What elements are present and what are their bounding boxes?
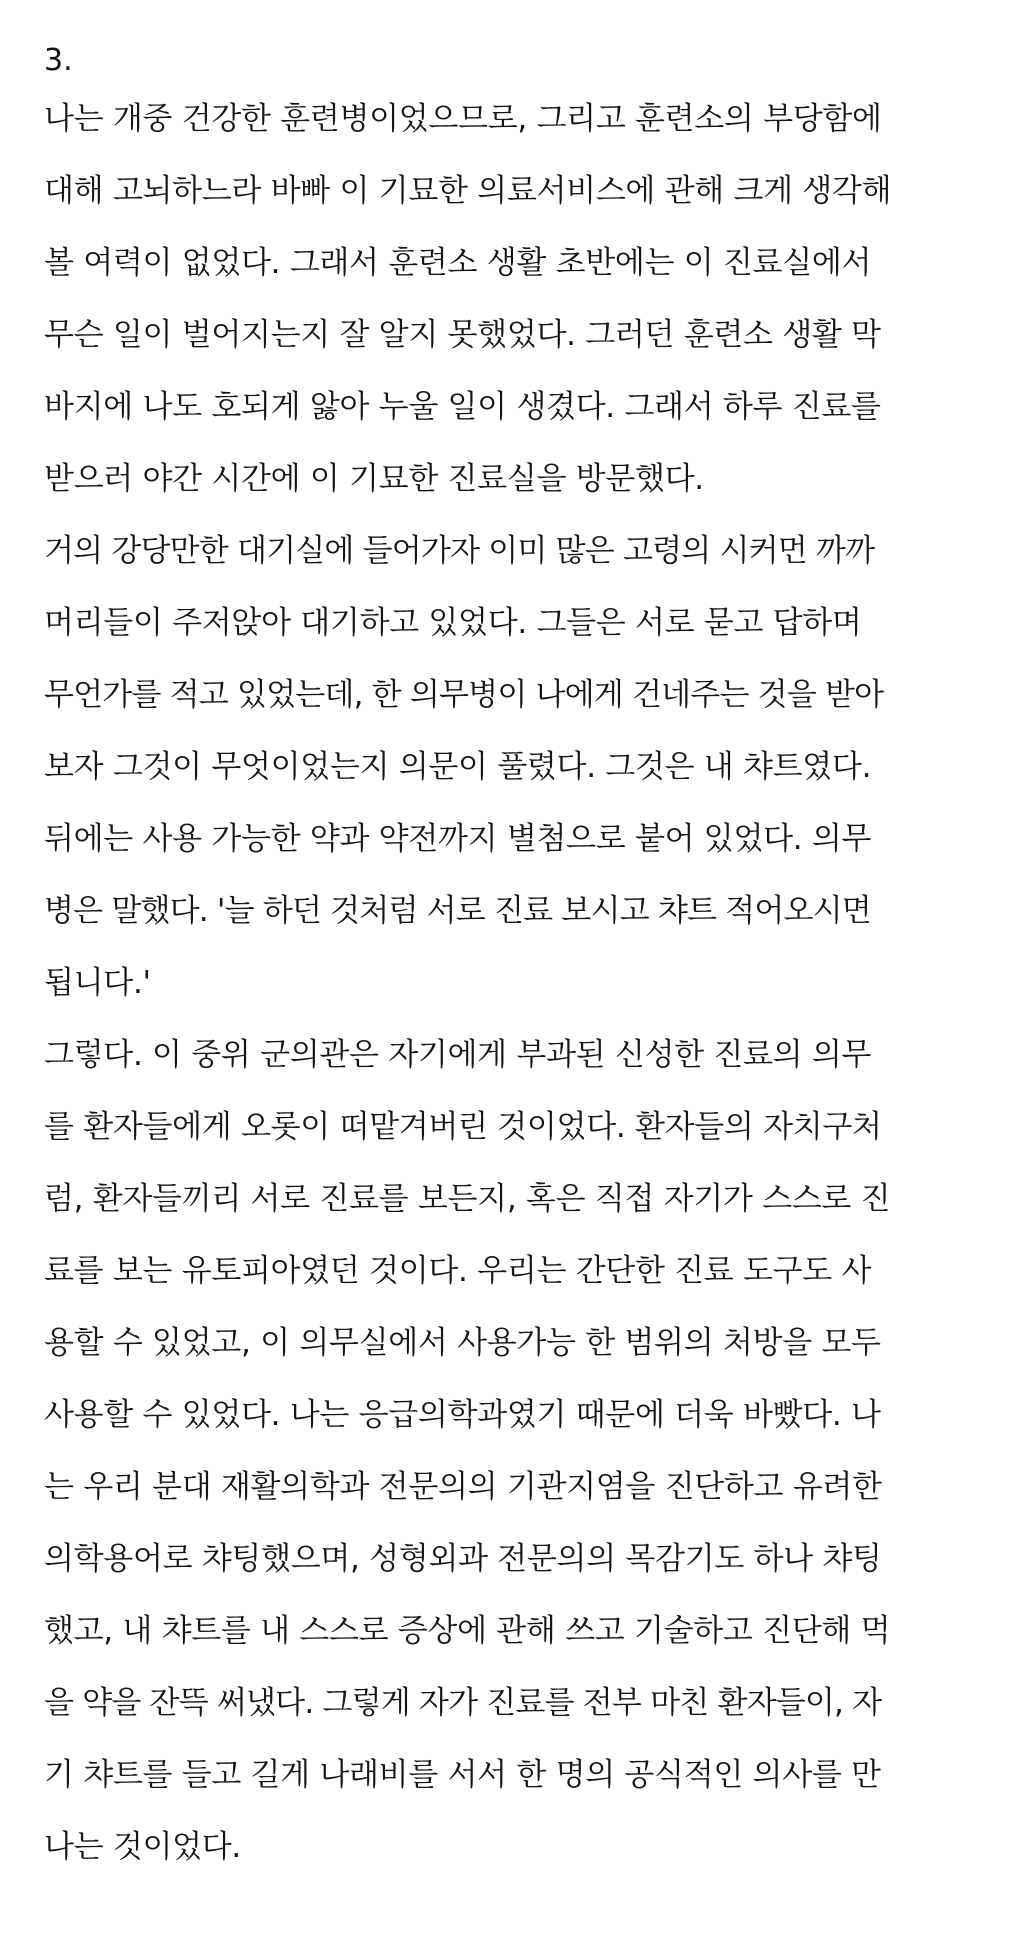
text-line: 는 우리 분대 재활의학과 전문의의 기관지염을 진단하고 유려한 xyxy=(44,1469,882,1505)
text-line: 용할 수 있었고, 이 의무실에서 사용가능 한 범위의 처방을 모두 xyxy=(44,1325,881,1361)
text-line: 바지에 나도 호되게 앓아 누울 일이 생겼다. 그래서 하루 진료를 xyxy=(44,389,881,425)
text-line: 대해 고뇌하느라 바빠 이 기묘한 의료서비스에 관해 크게 생각해 xyxy=(44,173,892,209)
text-line: 나는 것이었다. xyxy=(44,1829,241,1865)
text-line: 머리들이 주저앉아 대기하고 있었다. 그들은 서로 묻고 답하며 xyxy=(44,605,862,641)
text-line: 를 환자들에게 오롯이 떠맡겨버린 것이었다. 환자들의 자치구처 xyxy=(44,1109,882,1145)
text-line: 그렇다. 이 중위 군의관은 자기에게 부과된 신성한 진료의 의무 xyxy=(44,1037,872,1073)
text-line: 사용할 수 있었다. 나는 응급의학과였기 때문에 더욱 바빴다. 나 xyxy=(44,1397,881,1433)
document-body xyxy=(44,42,994,1900)
text-line: 료를 보는 유토피아였던 것이다. 우리는 간단한 진료 도구도 사 xyxy=(44,1253,872,1289)
text-line: 볼 여력이 없었다. 그래서 훈련소 생활 초반에는 이 진료실에서 xyxy=(44,245,872,281)
section-number: 3. xyxy=(44,43,73,78)
text-line: 기 챠트를 들고 길게 나래비를 서서 한 명의 공식적인 의사를 만 xyxy=(44,1757,881,1793)
text-line: 거의 강당만한 대기실에 들어가자 이미 많은 고령의 시커먼 까까 xyxy=(44,533,875,569)
text-line: 했고, 내 챠트를 내 스스로 증상에 관해 쓰고 기술하고 진단해 먹 xyxy=(44,1613,891,1649)
text-line: 뒤에는 사용 가능한 약과 약전까지 별첨으로 붙어 있었다. 의무 xyxy=(44,821,872,857)
text-line: 럼, 환자들끼리 서로 진료를 보든지, 혹은 직접 자기가 스스로 진 xyxy=(44,1181,891,1217)
text-line: 의학용어로 챠팅했으며, 성형외과 전문의의 목감기도 하나 챠팅 xyxy=(44,1541,882,1577)
text-line: 나는 개중 건강한 훈련병이었으므로, 그리고 훈련소의 부당함에 xyxy=(44,101,882,137)
text-line: 병은 말했다. '늘 하던 것처럼 서로 진료 보시고 챠트 적어오시면 xyxy=(44,893,871,929)
text-line: 됩니다.' xyxy=(44,965,151,1001)
text-line: 무언가를 적고 있었는데, 한 의무병이 나에게 건네주는 것을 받아 xyxy=(44,677,884,713)
text-line: 받으러 야간 시간에 이 기묘한 진료실을 방문했다. xyxy=(44,461,704,497)
text-line: 보자 그것이 무엇이었는지 의문이 풀렸다. 그것은 내 챠트였다. xyxy=(44,749,872,785)
text-line: 무슨 일이 벌어지는지 잘 알지 못했었다. 그러던 훈련소 생활 막 xyxy=(44,317,881,353)
text-line: 을 약을 잔뜩 써냈다. 그렇게 자가 진료를 전부 마친 환자들이, 자 xyxy=(44,1685,882,1721)
